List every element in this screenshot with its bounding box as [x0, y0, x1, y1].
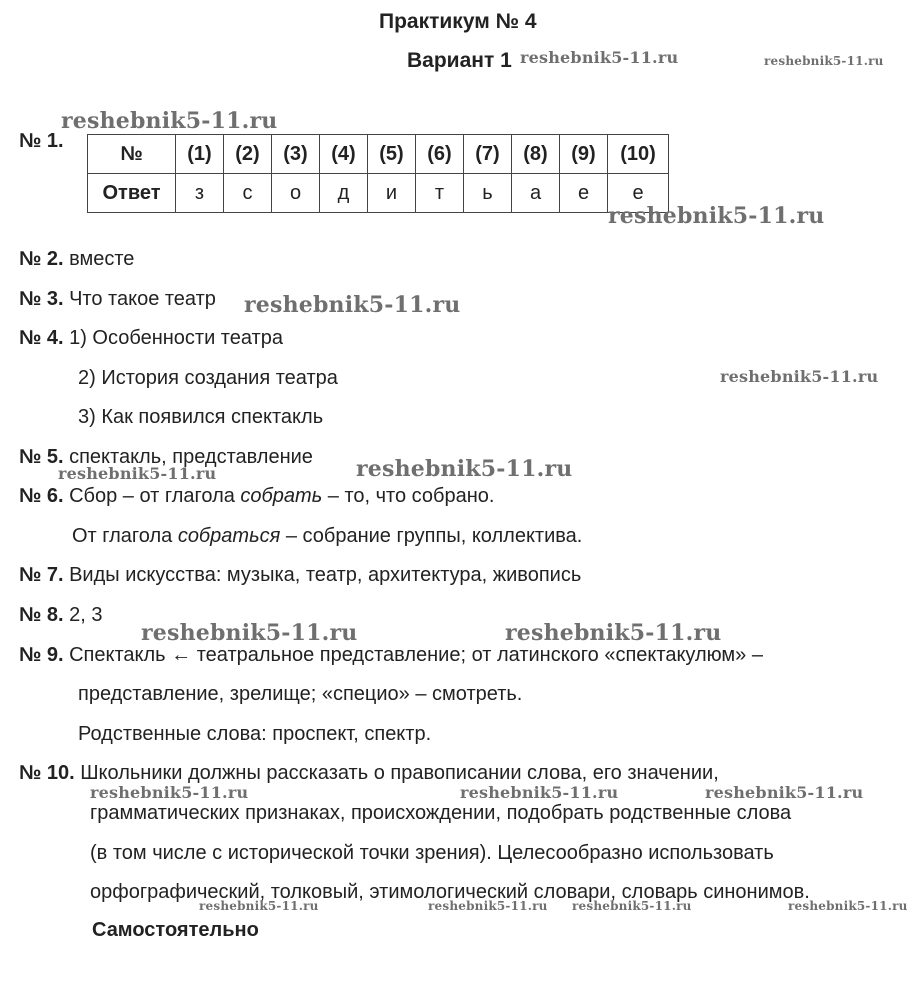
task-6-line-1-end: – то, что собрано. — [322, 485, 495, 507]
watermark: reshebnik5-11.ru — [764, 54, 884, 68]
task-10-line-3: (в том числе с исторической точки зрения). Целесообразно использовать — [90, 842, 774, 864]
table-header-cell: № — [88, 135, 176, 174]
answer-table-values-row — [88, 174, 669, 213]
watermark: reshebnik5-11.ru — [572, 899, 692, 913]
variant-heading: Вариант 1 — [407, 49, 512, 72]
watermark: reshebnik5-11.ru — [505, 620, 722, 646]
answer-cell: е — [608, 174, 669, 213]
task-6-line-2-end: – собрание группы, коллектива. — [280, 525, 583, 547]
task-7 — [19, 565, 581, 585]
task-6-term-2: собраться — [177, 525, 281, 547]
watermark: reshebnik5-11.ru — [520, 48, 679, 67]
watermark: reshebnik5-11.ru — [608, 203, 825, 229]
task-2-number: № 2. — [19, 248, 64, 270]
task-10-line-2: грамматических признаках, происхождении, подобрать родственные слова — [90, 802, 792, 824]
task-6-line-2-start: От глагола — [72, 525, 178, 547]
table-header-cell: (9) — [560, 135, 608, 174]
table-header-cell: (2) — [224, 135, 272, 174]
task-3-number: № 3. — [19, 288, 64, 310]
task-6-term-1: собрать — [240, 485, 323, 507]
answer-table-header-row — [88, 135, 669, 174]
watermark: reshebnik5-11.ru — [58, 464, 217, 483]
table-header-cell: (5) — [368, 135, 416, 174]
answer-cell: с — [224, 174, 272, 213]
watermark: reshebnik5-11.ru — [705, 783, 864, 802]
task-8 — [19, 605, 102, 625]
task-9-line-2: представление, зрелище; «специо» – смотреть. — [78, 683, 523, 705]
table-header-cell: (8) — [512, 135, 560, 174]
task-5-number: № 5. — [19, 446, 64, 468]
watermark: reshebnik5-11.ru — [720, 367, 879, 386]
watermark: reshebnik5-11.ru — [90, 783, 249, 802]
watermark: reshebnik5-11.ru — [199, 899, 319, 913]
task-9-line-1: Спектакль ← театральное представление; от латинского «спектакулюм» – — [69, 644, 763, 666]
watermark: reshebnik5-11.ru — [356, 456, 573, 482]
answer-cell: д — [320, 174, 368, 213]
task-4 — [19, 328, 283, 348]
task-4-line-3: 3) Как появился спектакль — [78, 406, 324, 428]
task-3-answer: Что такое театр — [69, 288, 216, 310]
answer-cell: и — [368, 174, 416, 213]
table-header-cell: (7) — [464, 135, 512, 174]
answer-cell: т — [416, 174, 464, 213]
task-6-number: № 6. — [19, 485, 64, 507]
watermark: reshebnik5-11.ru — [244, 292, 461, 318]
answer-cell: ь — [464, 174, 512, 213]
task-9 — [19, 645, 763, 665]
task-6 — [19, 486, 494, 506]
task-6-line-1-start: Сбор – от глагола — [69, 485, 241, 507]
task-2 — [19, 249, 134, 269]
task-1-number: № 1. — [19, 130, 64, 152]
watermark: reshebnik5-11.ru — [460, 783, 619, 802]
task-8-answer: 2, 3 — [69, 604, 103, 626]
task-9-number: № 9. — [19, 644, 64, 666]
task-10-line-4: орфографический, толковый, этимологический словари, словарь синонимов. — [90, 881, 810, 903]
task-10-number: № 10. — [19, 762, 75, 784]
watermark: reshebnik5-11.ru — [428, 899, 548, 913]
table-header-cell: (1) — [176, 135, 224, 174]
task-4-line-2: 2) История создания театра — [78, 367, 338, 389]
task-10-line-1: Школьники должны рассказать о правописании слова, его значении, — [80, 762, 719, 784]
task-6-line-2 — [72, 526, 582, 546]
task-8-number: № 8. — [19, 604, 64, 626]
watermark: reshebnik5-11.ru — [141, 620, 358, 646]
answer-cell: з — [176, 174, 224, 213]
answer-cell: о — [272, 174, 320, 213]
answer-table — [87, 134, 669, 213]
task-4-number: № 4. — [19, 327, 64, 349]
page-title: Практикум № 4 — [379, 10, 537, 33]
task-2-answer: вместе — [69, 248, 135, 270]
task-3 — [19, 289, 216, 309]
task-9-line-3: Родственные слова: проспект, спектр. — [78, 723, 432, 745]
independent-work-label: Самостоятельно — [92, 919, 259, 941]
table-header-cell: (10) — [608, 135, 669, 174]
answer-cell: е — [560, 174, 608, 213]
answer-cell: а — [512, 174, 560, 213]
answer-row-label: Ответ — [88, 174, 176, 213]
task-7-number: № 7. — [19, 564, 64, 586]
task-4-line-1: 1) Особенности театра — [69, 327, 283, 349]
table-header-cell: (4) — [320, 135, 368, 174]
task-7-answer: Виды искусства: музыка, театр, архитектура, живопись — [69, 564, 582, 586]
watermark: reshebnik5-11.ru — [788, 899, 908, 913]
table-header-cell: (3) — [272, 135, 320, 174]
watermark: reshebnik5-11.ru — [61, 108, 278, 134]
task-10 — [19, 763, 719, 783]
table-header-cell: (6) — [416, 135, 464, 174]
task-5-answer: спектакль, представление — [69, 446, 313, 468]
